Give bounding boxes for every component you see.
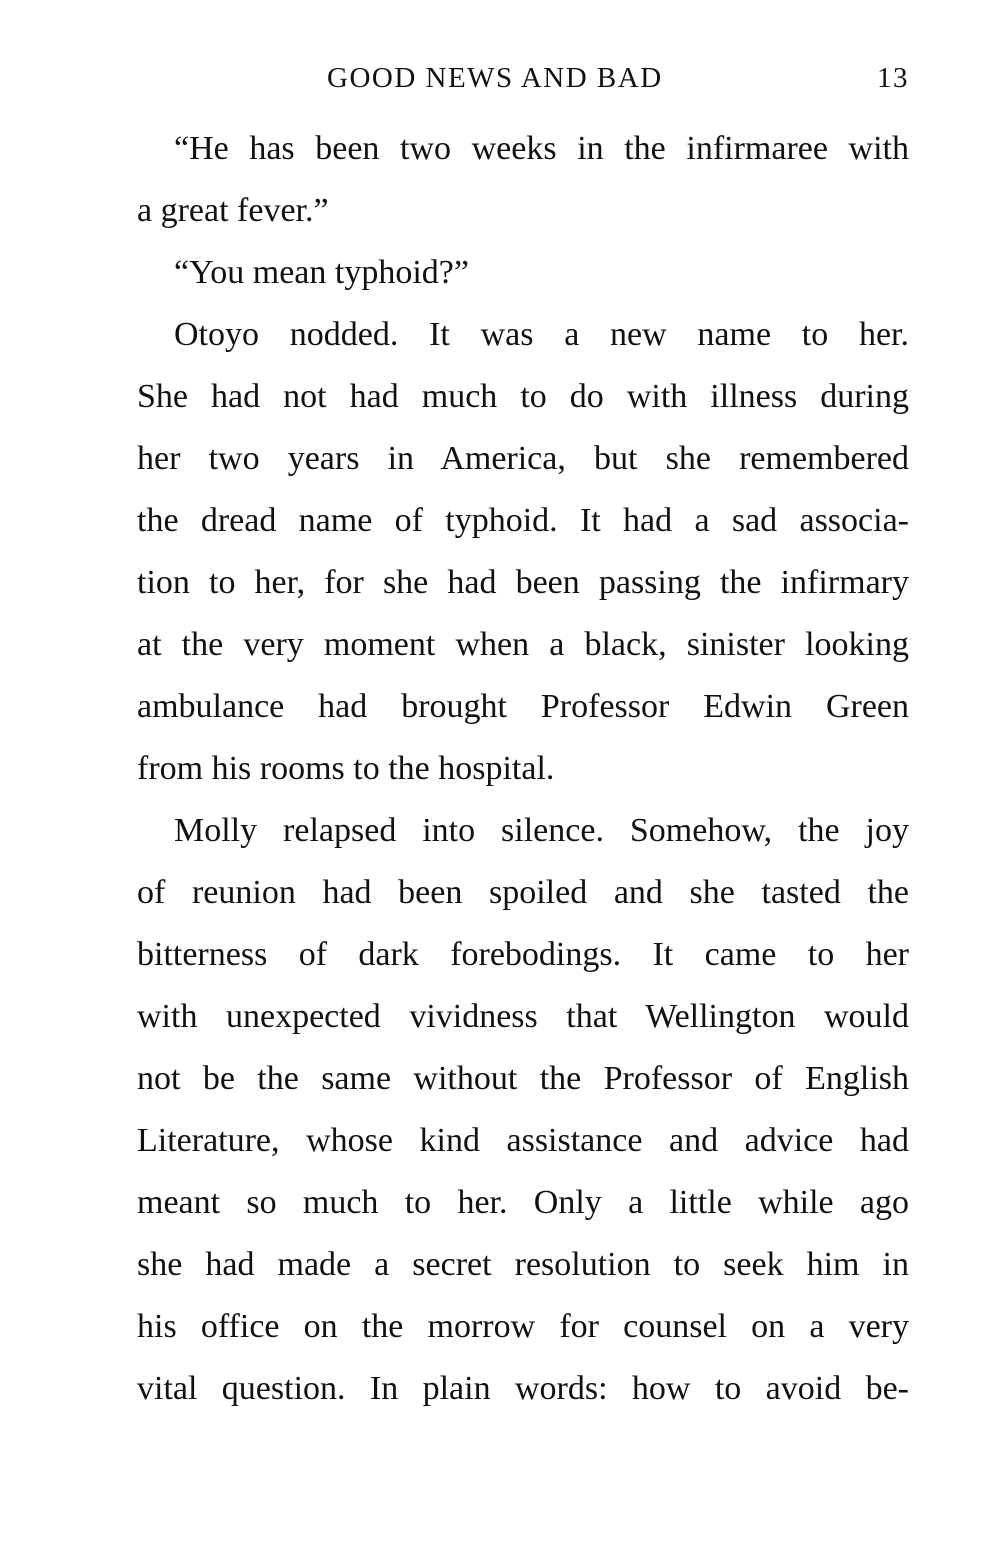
text-line: her two years in America, but she remembered	[137, 440, 909, 477]
text-line: with unexpected vividness that Wellington would	[137, 998, 909, 1035]
text-line: from his rooms to the hospital.	[137, 750, 555, 787]
text-line: not be the same without the Professor of English	[137, 1060, 909, 1097]
text-line: “He has been two weeks in the infirmaree with	[174, 130, 909, 167]
text-line: meant so much to her. Only a little while ago	[137, 1184, 909, 1221]
text-line: his office on the morrow for counsel on a very	[137, 1308, 909, 1345]
text-line: bitterness of dark forebodings. It came to her	[137, 936, 909, 973]
text-line: She had not had much to do with illness during	[137, 378, 909, 415]
chapter-title: GOOD NEWS AND BAD	[327, 62, 663, 94]
text-line: at the very moment when a black, sinister looking	[137, 626, 909, 663]
text-line: the dread name of typhoid. It had a sad associa-	[137, 502, 909, 539]
text-line: of reunion had been spoiled and she tasted the	[137, 874, 909, 911]
text-line: Molly relapsed into silence. Somehow, the joy	[174, 812, 909, 849]
body-text	[137, 118, 909, 1420]
text-line: she had made a secret resolution to seek him in	[137, 1246, 909, 1283]
text-line: Literature, whose kind assistance and advice had	[137, 1122, 909, 1159]
text-line: “You mean typhoid?”	[174, 254, 469, 291]
text-line: a great fever.”	[137, 192, 329, 229]
text-line: tion to her, for she had been passing the infirmary	[137, 564, 909, 601]
running-head	[137, 62, 909, 102]
page-number: 13	[877, 62, 909, 94]
text-line: Otoyo nodded. It was a new name to her.	[174, 316, 909, 353]
text-line: vital question. In plain words: how to avoid be-	[137, 1370, 909, 1407]
text-line: ambulance had brought Professor Edwin Green	[137, 688, 909, 725]
